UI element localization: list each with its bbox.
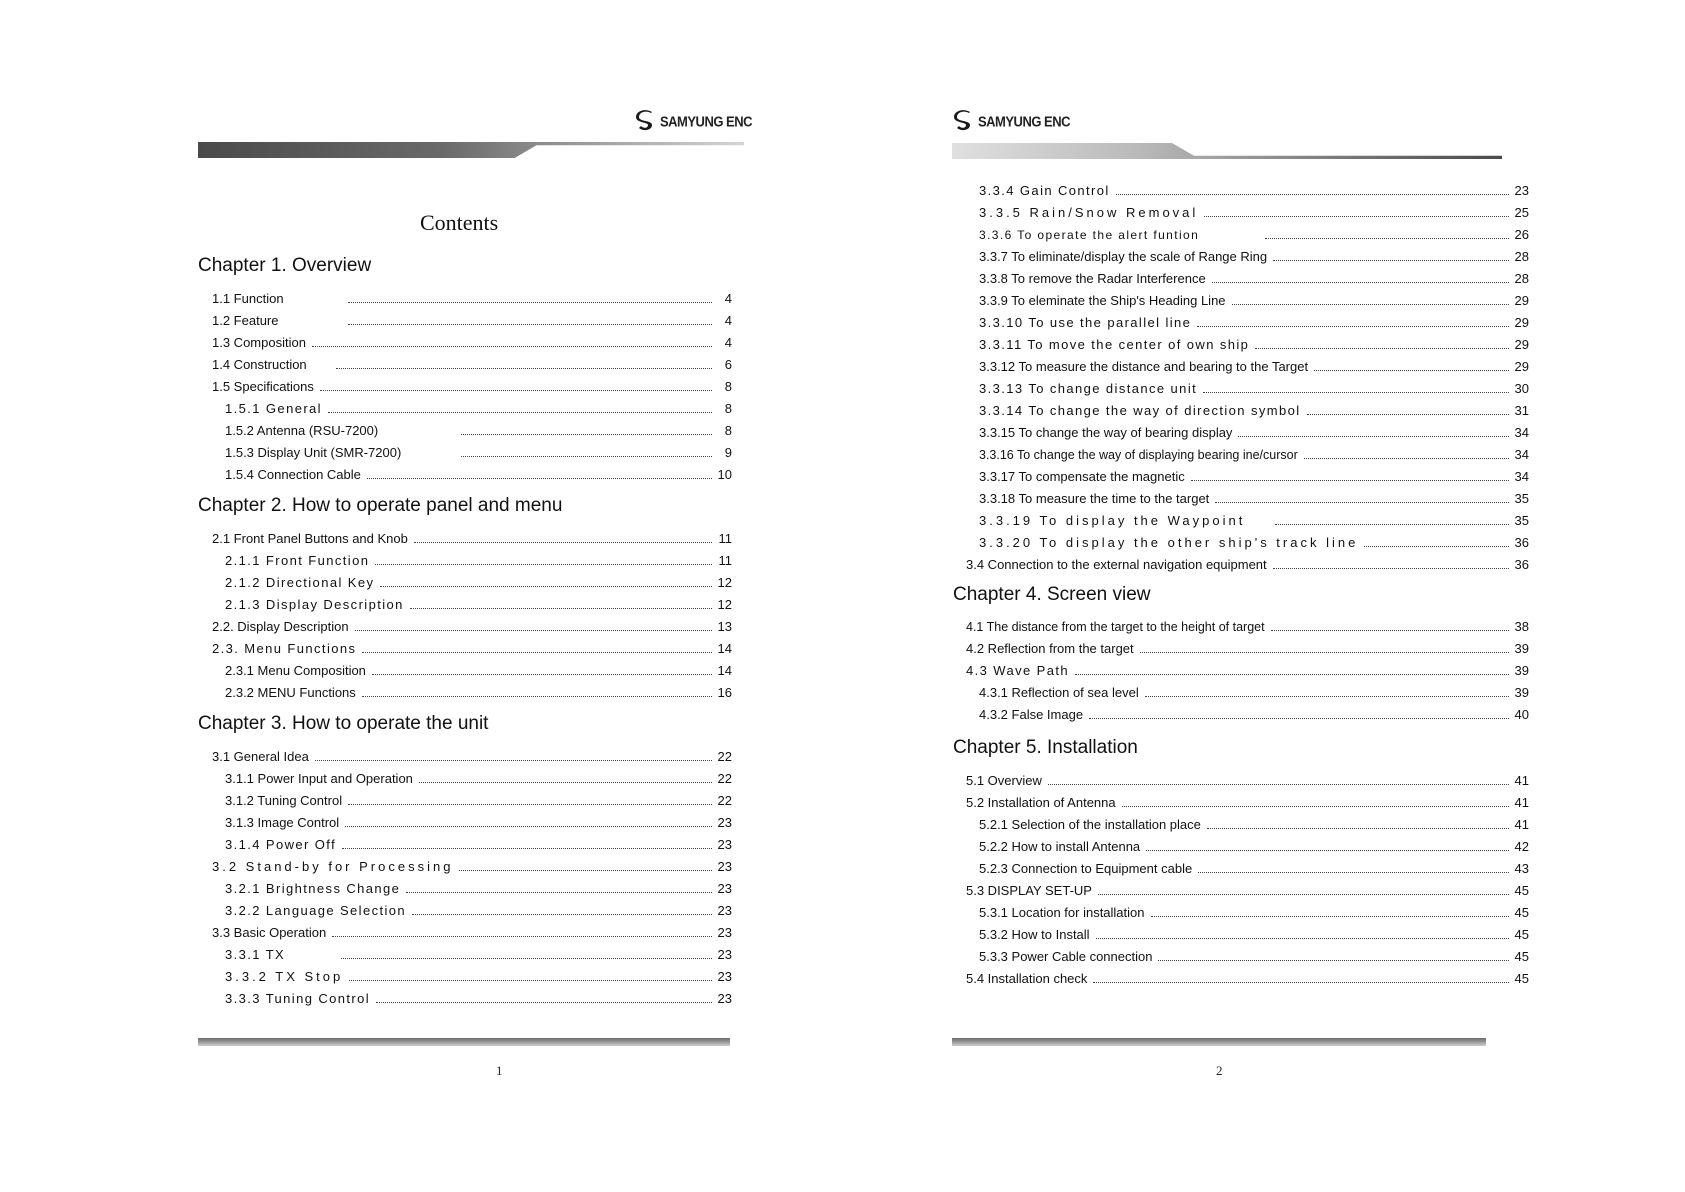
logo-text: SAMYUNG ENC xyxy=(660,112,753,130)
footer-bar xyxy=(952,1038,1486,1046)
chapter-heading: Chapter 5. Installation xyxy=(953,737,1138,758)
toc-entry[interactable]: 3.3.16 To change the way of displaying bearing ine/cursor 34 xyxy=(979,447,1529,462)
toc-entry[interactable]: 3.3.19 To display the Waypoint 35 xyxy=(979,513,1529,528)
toc-entry[interactable]: 5.2.2 How to install Antenna 42 xyxy=(979,839,1529,854)
toc-entry[interactable]: 1.3 Composition 4 xyxy=(212,335,732,350)
toc-entry[interactable]: 3.3 Basic Operation 23 xyxy=(212,925,732,940)
toc-entry[interactable]: 3.1 General Idea 22 xyxy=(212,749,732,764)
logo-text: SAMYUNG ENC xyxy=(978,112,1071,130)
toc-entry[interactable]: 3.3.15 To change the way of bearing display 34 xyxy=(979,425,1529,440)
toc-entry[interactable]: 3.4 Connection to the external navigation equipment 36 xyxy=(966,557,1529,572)
toc-entry[interactable]: 3.3.9 To eleminate the Ship's Heading Line 29 xyxy=(979,293,1529,308)
toc-entry[interactable]: 3.3.13 To change distance unit 30 xyxy=(979,381,1529,396)
toc-entry[interactable]: 5.2.1 Selection of the installation place 41 xyxy=(979,817,1529,832)
toc-entry[interactable]: 3.3.20 To display the other ship's track line 36 xyxy=(979,535,1529,550)
samyung-logo-icon xyxy=(636,110,656,132)
toc-entry[interactable]: 2.3. Menu Functions 14 xyxy=(212,641,732,656)
page-number: 1 xyxy=(496,1063,503,1078)
toc-entry[interactable]: 3.3.3 Tuning Control 23 xyxy=(225,991,732,1006)
toc-entry[interactable]: 4.1 The distance from the target to the height of target 38 xyxy=(966,619,1529,634)
toc-entry[interactable]: 3.3.8 To remove the Radar Interference 28 xyxy=(979,271,1529,286)
chapter-heading: Chapter 4. Screen view xyxy=(953,584,1151,605)
toc-entry[interactable]: 2.3.2 MENU Functions 16 xyxy=(225,685,732,700)
toc-entry[interactable]: 5.4 Installation check 45 xyxy=(966,971,1529,986)
toc-entry[interactable]: 1.5.1 General 8 xyxy=(225,401,732,416)
toc-entry[interactable]: 2.1 Front Panel Buttons and Knob 11 xyxy=(212,531,732,546)
toc-entry[interactable]: 5.2 Installation of Antenna 41 xyxy=(966,795,1529,810)
toc-entry[interactable]: 1.5.4 Connection Cable 10 xyxy=(225,467,732,482)
toc-entry[interactable]: 3.3.11 To move the center of own ship 29 xyxy=(979,337,1529,352)
toc-entry[interactable]: 3.3.10 To use the parallel line 29 xyxy=(979,315,1529,330)
toc-entry[interactable]: 1.1 Function 4 xyxy=(212,291,732,306)
toc-entry[interactable]: 3.3.4 Gain Control 23 xyxy=(979,183,1529,198)
toc-entry[interactable]: 1.2 Feature 4 xyxy=(212,313,732,328)
toc-entry[interactable]: 4.3.2 False Image 40 xyxy=(979,707,1529,722)
toc-entry[interactable]: 3.3.1 TX 23 xyxy=(225,947,732,962)
company-logo xyxy=(636,110,752,132)
toc-entry[interactable]: 1.5 Specifications 8 xyxy=(212,379,732,394)
toc-entry[interactable]: 3.1.3 Image Control 23 xyxy=(225,815,732,830)
toc-entry[interactable]: 3.3.14 To change the way of direction symbol 31 xyxy=(979,403,1529,418)
header-band xyxy=(952,143,1502,159)
toc-entry[interactable]: 3.1.4 Power Off 23 xyxy=(225,837,732,852)
toc-entry[interactable]: 3.3.6 To operate the alert funtion 26 xyxy=(979,227,1529,242)
samyung-logo-icon xyxy=(954,110,974,132)
toc-entry[interactable]: 5.3 DISPLAY SET-UP 45 xyxy=(966,883,1529,898)
toc-entry[interactable]: 2.3.1 Menu Composition 14 xyxy=(225,663,732,678)
toc-entry[interactable]: 5.3.2 How to Install 45 xyxy=(979,927,1529,942)
footer-bar xyxy=(198,1038,730,1046)
company-logo xyxy=(954,110,1070,132)
toc-entry[interactable]: 3.3.17 To compensate the magnetic 34 xyxy=(979,469,1529,484)
toc-entry[interactable]: 4.3.1 Reflection of sea level 39 xyxy=(979,685,1529,700)
toc-entry[interactable]: 1.5.2 Antenna (RSU-7200) 8 xyxy=(225,423,732,438)
toc-entry[interactable]: 4.2 Reflection from the target 39 xyxy=(966,641,1529,656)
toc-entry[interactable]: 5.2.3 Connection to Equipment cable 43 xyxy=(979,861,1529,876)
toc-entry[interactable]: 3.2 Stand-by for Processing 23 xyxy=(212,859,732,874)
toc-entry[interactable]: 2.1.3 Display Description 12 xyxy=(225,597,732,612)
toc-entry[interactable]: 3.2.2 Language Selection 23 xyxy=(225,903,732,918)
toc-entry[interactable]: 3.3.12 To measure the distance and bearing to the Target 29 xyxy=(979,359,1529,374)
page-number: 2 xyxy=(1216,1063,1223,1078)
left-page xyxy=(0,0,842,1192)
toc-entry[interactable]: 3.3.2 TX Stop 23 xyxy=(225,969,732,984)
toc-entry[interactable]: 3.1.1 Power Input and Operation 22 xyxy=(225,771,732,786)
toc-entry[interactable]: 3.2.1 Brightness Change 23 xyxy=(225,881,732,896)
toc-entry[interactable]: 3.3.5 Rain/Snow Removal 25 xyxy=(979,205,1529,220)
toc-entry[interactable]: 2.1.1 Front Function 11 xyxy=(225,553,732,568)
toc-entry[interactable]: 5.1 Overview 41 xyxy=(966,773,1529,788)
contents-title: Contents xyxy=(420,210,499,235)
toc-entry[interactable]: 2.2. Display Description 13 xyxy=(212,619,732,634)
right-page xyxy=(842,0,1685,1192)
toc-entry[interactable]: 3.3.18 To measure the time to the target 35 xyxy=(979,491,1529,506)
toc-entry[interactable]: 3.3.7 To eliminate/display the scale of Range Ring 28 xyxy=(979,249,1529,264)
toc-entry[interactable]: 5.3.3 Power Cable connection 45 xyxy=(979,949,1529,964)
toc-entry[interactable]: 1.5.3 Display Unit (SMR-7200) 9 xyxy=(225,445,732,460)
toc-entry[interactable]: 3.1.2 Tuning Control 22 xyxy=(225,793,732,808)
toc-entry[interactable]: 4.3 Wave Path 39 xyxy=(966,663,1529,678)
toc-entry[interactable]: 1.4 Construction 6 xyxy=(212,357,732,372)
chapter-heading: Chapter 2. How to operate panel and menu xyxy=(198,495,563,516)
chapter-heading: Chapter 1. Overview xyxy=(198,255,372,276)
chapter-heading: Chapter 3. How to operate the unit xyxy=(198,713,489,734)
toc-entry[interactable]: 5.3.1 Location for installation 45 xyxy=(979,905,1529,920)
header-band xyxy=(198,142,744,158)
toc-entry[interactable]: 2.1.2 Directional Key 12 xyxy=(225,575,732,590)
